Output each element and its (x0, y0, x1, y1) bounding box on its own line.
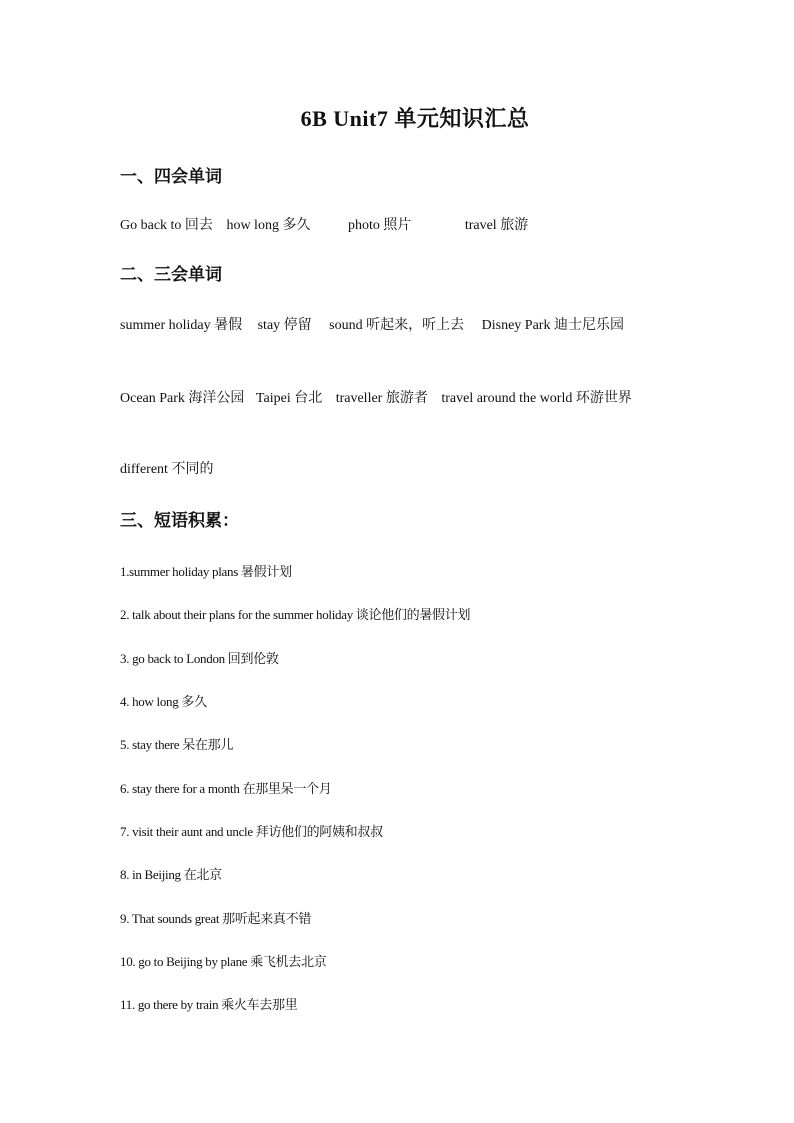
page-title: 6B Unit7 单元知识汇总 (300, 106, 530, 131)
phrase-item: 4. how long 多久 (120, 694, 207, 709)
word-entry: Disney Park 迪士尼乐园 (481, 318, 624, 333)
three-skill-words-line-3: different 不同的 (120, 462, 214, 477)
phrase-item: 3. go back to London 回到伦敦 (120, 651, 279, 666)
word-entry: how long 多久 (226, 218, 311, 233)
word-entry: photo 照片 (347, 218, 412, 233)
word-entry: Taipei 台北 (255, 391, 323, 406)
three-skill-words-line-1 (120, 311, 680, 340)
four-skill-words-line (120, 212, 680, 240)
phrase-item: 6. stay there for a month 在那里呆一个月 (120, 781, 332, 796)
phrase-item: 10. go to Beijing by plane 乘飞机去北京 (120, 954, 327, 969)
section-heading-phrases: 三、短语积累： (120, 511, 239, 530)
phrase-item: 1.summer holiday plans 暑假计划 (120, 564, 292, 579)
section-heading-four-skill-words: 一、四会单词 (120, 167, 222, 186)
phrase-item: 5. stay there 呆在那儿 (120, 737, 234, 752)
phrase-item: 9. That sounds great 那听起来真不错 (120, 911, 312, 926)
word-entry: summer holiday 暑假 (120, 318, 243, 333)
phrase-item: 7. visit their aunt and uncle 拜访他们的阿姨和叔叔 (120, 824, 383, 839)
word-entry: traveller 旅游者 (335, 391, 428, 406)
word-entry: stay 停留 (257, 318, 312, 333)
word-entry: Go back to 回去 (120, 218, 213, 233)
phrase-item: 8. in Beijing 在北京 (120, 867, 222, 882)
three-skill-words-line-2 (120, 384, 680, 413)
word-entry: travel 旅游 (464, 218, 529, 233)
word-entry: sound 听起来，听上去 (329, 318, 465, 333)
word-entry: travel around the world 环游世界 (441, 391, 632, 406)
section-heading-three-skill-words: 二、三会单词 (120, 265, 222, 284)
word-entry: Ocean Park 海洋公园 (120, 391, 245, 406)
phrase-item: 11. go there by train 乘火车去那里 (120, 997, 298, 1012)
phrase-item: 2. talk about their plans for the summer holiday 谈论他们的暑假计划 (120, 607, 471, 622)
